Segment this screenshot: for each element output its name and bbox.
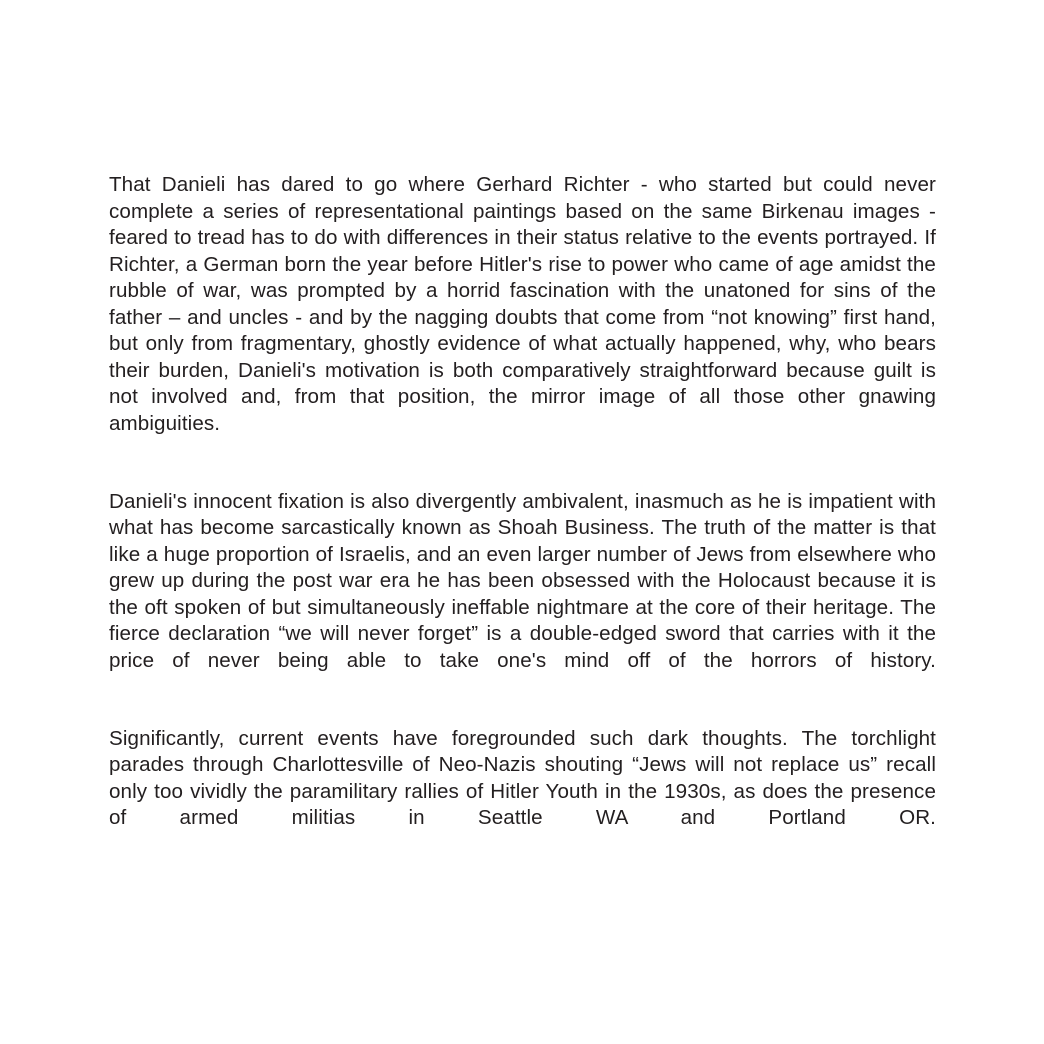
paragraph-3: Significantly, current events have foregrounded such dark thoughts. The torchlight parades through Charlottesville of Neo-Nazis shouting “Jews will not replace us” recall only too vividly the paramilitary rallies of Hitler Youth in the 1930s, as does the presence of armed militias in Seattle WA and Portland OR. <box>109 726 936 829</box>
paragraph-2: Danieli's innocent fixation is also divergently ambivalent, inasmuch as he is impatient with what has become sarcastically known as Shoah Business. The truth of the matter is that like a huge proportion of Israelis, and an even larger number of Jews from elsewhere who grew up during the post war era he has been obsessed with the Holocaust because it is the oft spoken of but simultaneously ineffable nightmare at the core of their heritage. The fierce declaration “we will never forget” is a double-edged sword that carries with it the price of never being able to take one's mind off of the horrors of history. <box>109 489 936 672</box>
paragraph-1: That Danieli has dared to go where Gerhard Richter - who started but could never complete a series of representational paintings based on the same Birkenau images - feared to tread has to do with differences in their status relative to the events portrayed. If Richter, a German born the year before Hitler's rise to power who came of age amidst the rubble of war, was prompted by a horrid fascination with the unatoned for sins of the father – and uncles - and by the nagging doubts that come from “not knowing” first hand, but only from fragmentary, ghostly evidence of what actually happened, why, who bears their burden, Danieli's motivation is both comparatively straightforward because guilt is not involved and, from that position, the mirror image of all those other gnawing ambiguities. <box>109 173 936 435</box>
body-text-column <box>109 172 936 858</box>
